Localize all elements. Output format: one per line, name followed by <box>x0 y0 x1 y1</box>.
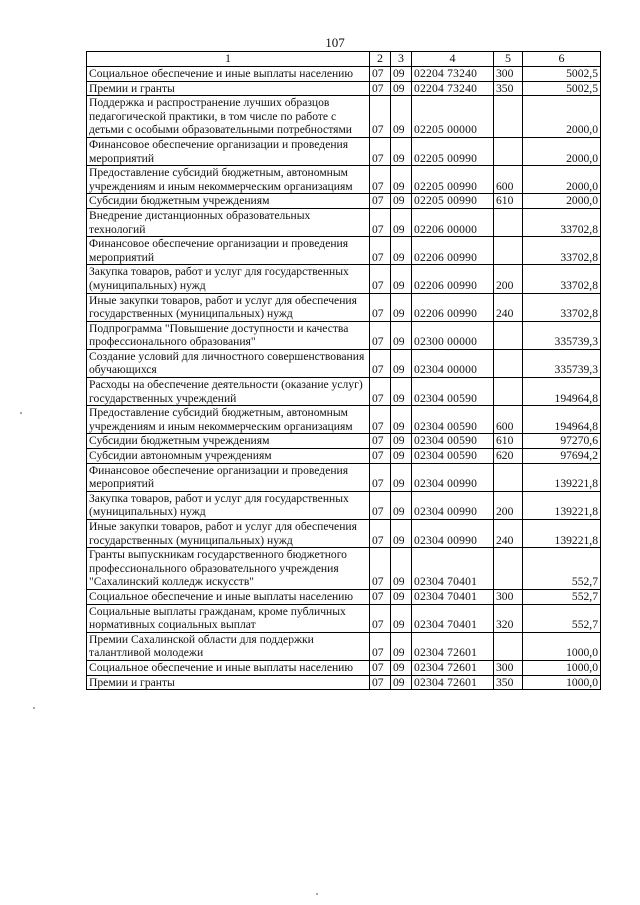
row-target-code: 02304 00000 <box>412 349 494 377</box>
row-section-code: 07 <box>370 604 391 632</box>
table-row <box>87 96 601 138</box>
row-amount: 2000,0 <box>523 96 601 138</box>
row-amount: 335739,3 <box>523 321 601 349</box>
table-row <box>87 378 601 406</box>
table-row <box>87 349 601 377</box>
row-amount: 33702,8 <box>523 293 601 321</box>
row-target-code: 02304 00590 <box>412 434 494 449</box>
table-row <box>87 491 601 519</box>
row-target-code: 02304 72601 <box>412 675 494 690</box>
row-amount: 33702,8 <box>523 208 601 236</box>
row-name: Финансовое обеспечение организации и проведения мероприятий <box>87 237 370 265</box>
row-target-code: 02205 00990 <box>412 137 494 165</box>
row-expense-type-code: 610 <box>494 434 523 449</box>
row-section-code: 07 <box>370 434 391 449</box>
row-section-code: 07 <box>370 520 391 548</box>
table-row <box>87 293 601 321</box>
row-expense-type-code: 300 <box>494 660 523 675</box>
row-section-code: 07 <box>370 406 391 434</box>
row-amount: 2000,0 <box>523 194 601 209</box>
row-section-code: 07 <box>370 449 391 464</box>
row-amount: 552,7 <box>523 604 601 632</box>
row-section-code: 07 <box>370 589 391 604</box>
table-row <box>87 449 601 464</box>
row-expense-type-code <box>494 208 523 236</box>
row-amount: 5002,5 <box>523 67 601 82</box>
row-target-code: 02206 00990 <box>412 265 494 293</box>
row-subsection-code: 09 <box>391 321 412 349</box>
row-section-code: 07 <box>370 660 391 675</box>
row-subsection-code: 09 <box>391 81 412 96</box>
row-section-code: 07 <box>370 463 391 491</box>
row-subsection-code: 09 <box>391 166 412 194</box>
row-name: Субсидии автономным учреждениям <box>87 449 370 464</box>
row-name: Иные закупки товаров, работ и услуг для обеспечения государственных (муниципальных) нужд <box>87 520 370 548</box>
row-amount: 1000,0 <box>523 675 601 690</box>
column-header: 4 <box>412 52 494 67</box>
row-amount: 1000,0 <box>523 632 601 660</box>
row-expense-type-code: 350 <box>494 675 523 690</box>
table-row <box>87 406 601 434</box>
row-target-code: 02205 00990 <box>412 166 494 194</box>
column-header: 1 <box>87 52 370 67</box>
row-amount: 552,7 <box>523 589 601 604</box>
row-subsection-code: 09 <box>391 520 412 548</box>
table-row <box>87 548 601 590</box>
row-subsection-code: 09 <box>391 96 412 138</box>
row-subsection-code: 09 <box>391 449 412 464</box>
row-expense-type-code: 200 <box>494 491 523 519</box>
row-target-code: 02204 73240 <box>412 81 494 96</box>
table-row <box>87 137 601 165</box>
row-expense-type-code: 300 <box>494 67 523 82</box>
table-row <box>87 237 601 265</box>
row-expense-type-code: 240 <box>494 293 523 321</box>
row-expense-type-code: 620 <box>494 449 523 464</box>
row-amount: 33702,8 <box>523 265 601 293</box>
row-subsection-code: 09 <box>391 463 412 491</box>
budget-table <box>86 51 601 690</box>
table-row <box>87 604 601 632</box>
row-expense-type-code: 600 <box>494 166 523 194</box>
table-row <box>87 208 601 236</box>
row-name: Социальное обеспечение и иные выплаты населению <box>87 589 370 604</box>
row-subsection-code: 09 <box>391 406 412 434</box>
row-name: Подпрограмма "Повышение доступности и качества профессионального образования" <box>87 321 370 349</box>
row-expense-type-code <box>494 137 523 165</box>
row-section-code: 07 <box>370 548 391 590</box>
row-amount: 2000,0 <box>523 166 601 194</box>
row-subsection-code: 09 <box>391 137 412 165</box>
row-target-code: 02204 73240 <box>412 67 494 82</box>
row-name: Предоставление субсидий бюджетным, автономным учреждениям и иным некоммерческим организациям <box>87 406 370 434</box>
row-expense-type-code: 350 <box>494 81 523 96</box>
table-row <box>87 194 601 209</box>
row-expense-type-code <box>494 237 523 265</box>
row-subsection-code: 09 <box>391 589 412 604</box>
table-row <box>87 675 601 690</box>
row-target-code: 02206 00990 <box>412 293 494 321</box>
row-subsection-code: 09 <box>391 67 412 82</box>
row-name: Финансовое обеспечение организации и проведения мероприятий <box>87 137 370 165</box>
row-amount: 335739,3 <box>523 349 601 377</box>
row-name: Предоставление субсидий бюджетным, автономным учреждениям и иным некоммерческим организациям <box>87 166 370 194</box>
row-name: Внедрение дистанционных образовательных технологий <box>87 208 370 236</box>
row-amount: 194964,8 <box>523 406 601 434</box>
row-subsection-code: 09 <box>391 237 412 265</box>
row-target-code: 02304 00590 <box>412 406 494 434</box>
row-expense-type-code: 200 <box>494 265 523 293</box>
row-section-code: 07 <box>370 293 391 321</box>
row-target-code: 02206 00990 <box>412 237 494 265</box>
row-target-code: 02304 72601 <box>412 632 494 660</box>
table-row <box>87 589 601 604</box>
row-amount: 97270,6 <box>523 434 601 449</box>
row-expense-type-code: 300 <box>494 589 523 604</box>
row-section-code: 07 <box>370 81 391 96</box>
row-subsection-code: 09 <box>391 194 412 209</box>
row-name: Премии и гранты <box>87 81 370 96</box>
row-subsection-code: 09 <box>391 378 412 406</box>
row-subsection-code: 09 <box>391 491 412 519</box>
row-target-code: 02304 00990 <box>412 491 494 519</box>
row-amount: 5002,5 <box>523 81 601 96</box>
row-section-code: 07 <box>370 265 391 293</box>
row-name: Гранты выпускникам государственного бюджетного профессионального образовательного учреждения "Сахалинский колледж искусств" <box>87 548 370 590</box>
row-target-code: 02304 00590 <box>412 449 494 464</box>
scan-speck <box>33 707 35 709</box>
row-expense-type-code: 240 <box>494 520 523 548</box>
row-name: Расходы на обеспечение деятельности (оказание услуг) государственных учреждений <box>87 378 370 406</box>
row-subsection-code: 09 <box>391 675 412 690</box>
column-header: 5 <box>494 52 523 67</box>
row-section-code: 07 <box>370 675 391 690</box>
row-name: Премии и гранты <box>87 675 370 690</box>
table-row <box>87 463 601 491</box>
row-name: Субсидии бюджетным учреждениям <box>87 194 370 209</box>
row-subsection-code: 09 <box>391 265 412 293</box>
row-name: Закупка товаров, работ и услуг для государственных (муниципальных) нужд <box>87 491 370 519</box>
row-section-code: 07 <box>370 166 391 194</box>
table-row <box>87 632 601 660</box>
table-row <box>87 166 601 194</box>
table-header-row <box>87 52 601 67</box>
table-row <box>87 265 601 293</box>
row-section-code: 07 <box>370 321 391 349</box>
table-row <box>87 81 601 96</box>
page-number: 107 <box>325 35 345 50</box>
row-amount: 1000,0 <box>523 660 601 675</box>
row-expense-type-code <box>494 632 523 660</box>
table-row <box>87 67 601 82</box>
row-amount: 552,7 <box>523 548 601 590</box>
row-expense-type-code: 600 <box>494 406 523 434</box>
row-expense-type-code: 610 <box>494 194 523 209</box>
row-expense-type-code: 320 <box>494 604 523 632</box>
column-header: 2 <box>370 52 391 67</box>
row-expense-type-code <box>494 96 523 138</box>
row-subsection-code: 09 <box>391 604 412 632</box>
row-subsection-code: 09 <box>391 632 412 660</box>
scan-speck <box>20 412 22 414</box>
row-amount: 194964,8 <box>523 378 601 406</box>
row-amount: 33702,8 <box>523 237 601 265</box>
row-amount: 97694,2 <box>523 449 601 464</box>
row-subsection-code: 09 <box>391 548 412 590</box>
row-section-code: 07 <box>370 194 391 209</box>
row-name: Субсидии бюджетным учреждениям <box>87 434 370 449</box>
row-subsection-code: 09 <box>391 208 412 236</box>
column-header: 3 <box>391 52 412 67</box>
row-expense-type-code <box>494 321 523 349</box>
row-section-code: 07 <box>370 632 391 660</box>
row-name: Поддержка и распространение лучших образцов педагогической практики, в том числе по работе с детьми с особыми образовательными потребностями <box>87 96 370 138</box>
row-target-code: 02304 00590 <box>412 378 494 406</box>
row-subsection-code: 09 <box>391 660 412 675</box>
row-name: Социальное обеспечение и иные выплаты населению <box>87 67 370 82</box>
row-amount: 139221,8 <box>523 520 601 548</box>
row-section-code: 07 <box>370 137 391 165</box>
row-expense-type-code <box>494 548 523 590</box>
row-section-code: 07 <box>370 378 391 406</box>
row-name: Закупка товаров, работ и услуг для государственных (муниципальных) нужд <box>87 265 370 293</box>
row-target-code: 02205 00000 <box>412 96 494 138</box>
row-subsection-code: 09 <box>391 349 412 377</box>
row-target-code: 02304 70401 <box>412 548 494 590</box>
row-section-code: 07 <box>370 491 391 519</box>
row-amount: 139221,8 <box>523 491 601 519</box>
row-subsection-code: 09 <box>391 434 412 449</box>
row-section-code: 07 <box>370 237 391 265</box>
row-target-code: 02304 70401 <box>412 589 494 604</box>
table-row <box>87 434 601 449</box>
row-target-code: 02304 72601 <box>412 660 494 675</box>
row-name: Иные закупки товаров, работ и услуг для обеспечения государственных (муниципальных) нужд <box>87 293 370 321</box>
row-section-code: 07 <box>370 67 391 82</box>
row-amount: 139221,8 <box>523 463 601 491</box>
row-expense-type-code <box>494 349 523 377</box>
row-name: Премии Сахалинской области для поддержки талантливой молодежи <box>87 632 370 660</box>
row-target-code: 02300 00000 <box>412 321 494 349</box>
row-name: Социальное обеспечение и иные выплаты населению <box>87 660 370 675</box>
row-amount: 2000,0 <box>523 137 601 165</box>
row-name: Создание условий для личностного совершенствования обучающихся <box>87 349 370 377</box>
table-row <box>87 520 601 548</box>
row-target-code: 02304 00990 <box>412 520 494 548</box>
row-name: Социальные выплаты гражданам, кроме публичных нормативных социальных выплат <box>87 604 370 632</box>
row-name: Финансовое обеспечение организации и проведения мероприятий <box>87 463 370 491</box>
row-section-code: 07 <box>370 96 391 138</box>
table-row <box>87 660 601 675</box>
row-subsection-code: 09 <box>391 293 412 321</box>
row-target-code: 02205 00990 <box>412 194 494 209</box>
table-row <box>87 321 601 349</box>
scan-speck <box>316 893 318 895</box>
row-expense-type-code <box>494 463 523 491</box>
row-section-code: 07 <box>370 349 391 377</box>
row-section-code: 07 <box>370 208 391 236</box>
row-target-code: 02304 70401 <box>412 604 494 632</box>
row-target-code: 02304 00990 <box>412 463 494 491</box>
row-expense-type-code <box>494 378 523 406</box>
column-header: 6 <box>523 52 601 67</box>
row-target-code: 02206 00000 <box>412 208 494 236</box>
